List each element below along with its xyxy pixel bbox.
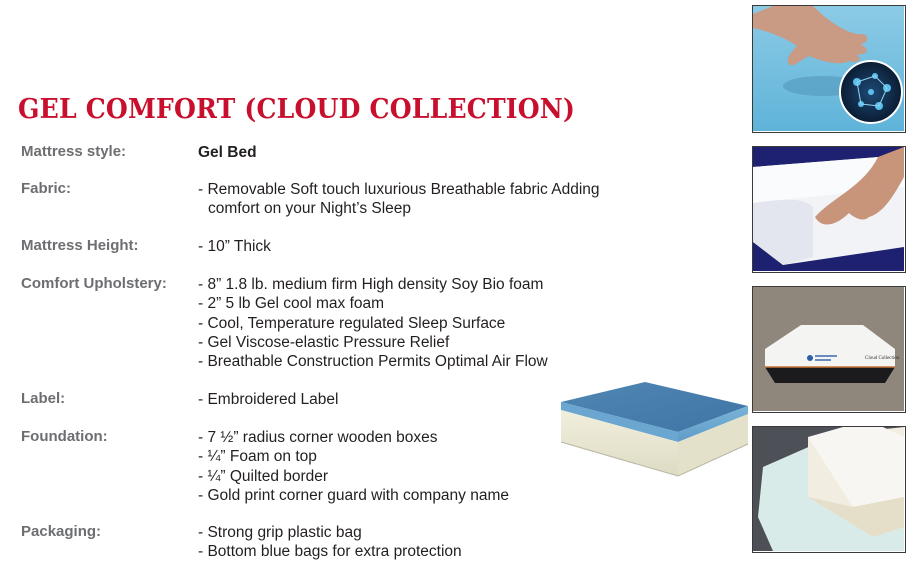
spec-value: Gel Bed — [198, 144, 257, 161]
spec-value: - Removable Soft touch luxurious Breathable fabric Adding — [198, 181, 600, 198]
thumbnail-cloud-mattress — [752, 286, 906, 413]
spec-value: - Embroidered Label — [198, 391, 339, 408]
gel-mattress-image — [553, 378, 753, 483]
spec-value: - Strong grip plastic bag — [198, 524, 362, 541]
spec-value: - 10” Thick — [198, 238, 271, 255]
spec-label: Mattress Height: — [21, 237, 139, 254]
spec-label: Comfort Upholstery: — [21, 275, 167, 292]
spec-value: - ¼” Quilted border — [198, 467, 329, 485]
spec-value: - Breathable Construction Permits Optimal Air Flow — [198, 353, 548, 371]
svg-text:Cloud Collection: Cloud Collection — [865, 356, 900, 361]
spec-value: - Gel Viscose-elastic Pressure Relief — [198, 333, 450, 351]
spec-value: comfort on your Night’s Sleep — [208, 200, 412, 218]
thumbnail-foam-sheets — [752, 426, 906, 553]
spec-label: Packaging: — [21, 523, 102, 540]
spec-value: - Gold print corner guard with company name — [198, 486, 510, 504]
spec-value: - Cool, Temperature regulated Sleep Surface — [198, 314, 506, 332]
page-title: GEL COMFORT (CLOUD COLLECTION) — [18, 94, 576, 125]
spec-value: - 7 ½” radius corner wooden boxes — [198, 429, 438, 446]
spec-label: Label: — [21, 390, 66, 407]
spec-value: - ¼” Foam on top — [198, 448, 317, 466]
spec-value: - Bottom blue bags for extra protection — [198, 543, 462, 561]
thumbnail-foam-hand — [752, 146, 906, 273]
spec-value: - 2” 5 lb Gel cool max foam — [198, 295, 385, 313]
spec-value: - 8” 1.8 lb. medium firm High density Soy Bio foam — [198, 276, 544, 293]
spec-label: Mattress style: — [21, 143, 127, 160]
spec-label: Foundation: — [21, 428, 108, 445]
spec-label: Fabric: — [21, 180, 72, 197]
thumbnail-gel-hand — [752, 5, 906, 133]
